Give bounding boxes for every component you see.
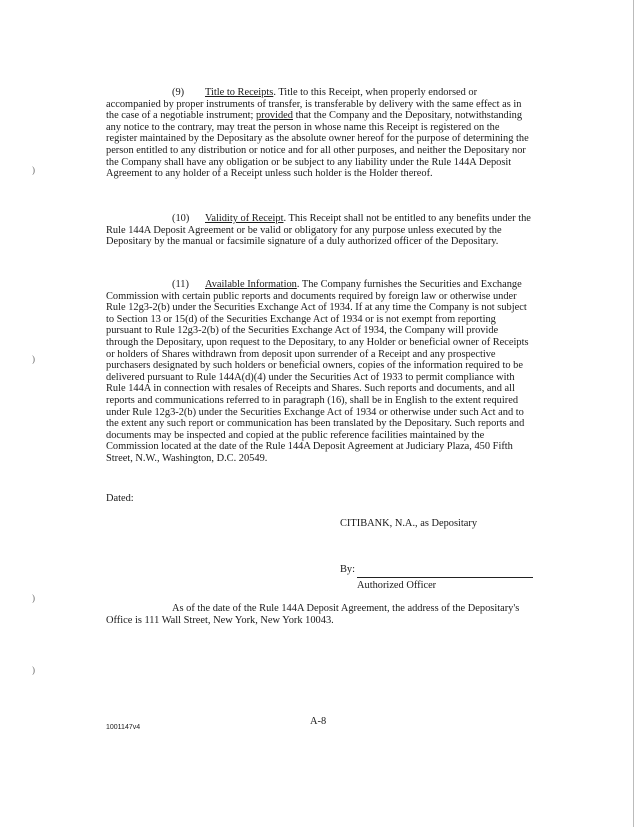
scan-edge-line	[633, 0, 634, 827]
section-10-text: . This Receipt shall not be entitled to any benefits under the Rule 144A Deposit Agreement or be valid or obligatory for any purpose unless executed by the Depositary by the manual or facsimile signature of a duly authorized officer of the Depositary.	[106, 213, 531, 248]
scan-mark: )	[32, 593, 35, 603]
by-label: By:	[340, 564, 356, 575]
scan-mark: )	[32, 665, 35, 675]
signatory-name: CITIBANK, N.A., as Depositary	[340, 518, 478, 529]
section-9-number: (9)	[172, 87, 185, 98]
section-9-paragraph	[106, 87, 532, 180]
scan-mark: )	[32, 354, 35, 364]
section-11-heading: Available Information	[205, 279, 297, 290]
scan-mark: )	[32, 165, 35, 175]
address-note-text: As of the date of the Rule 144A Deposit Agreement, the address of the Depositary's Office is 111 Wall Street, New York, New York 10043.	[106, 603, 520, 626]
section-9-heading: Title to Receipts	[205, 87, 274, 98]
officer-title: Authorized Officer	[357, 580, 437, 591]
section-11-paragraph	[106, 279, 532, 465]
section-9-text: . Title to this Receipt, when properly endorsed or accompanied by proper instruments of transfer, is transferable by delivery with the same effect as in the case of a negotiable instrument;	[106, 87, 522, 122]
section-9-emphasis: provided	[256, 110, 293, 122]
section-9-text-cont: that the Company and the Depositary, notwithstanding any notice to the contrary, may treat the person in whose name this Receipt is registered on the register maintained by the Depositary as the absolute owner hereof for the purpose of determining the person entitled to any distribution or notice and for all other purposes, and neither the Depositary nor the Company shall have any obligation or be subject to any liability under the Rule 144A Deposit Agreement to any holder of a Receipt unless such holder is the Holder thereof.	[106, 110, 529, 180]
signature-line	[357, 577, 533, 578]
page-number: A-8	[310, 716, 327, 727]
dated-label: Dated:	[106, 493, 134, 504]
section-10-number: (10)	[172, 213, 190, 224]
section-10-paragraph	[106, 213, 532, 248]
section-11-text: . The Company furnishes the Securities and Exchange Commission with certain public reports and documents required by foreign law or otherwise under Rule 12g3-2(b) under the Securities Exchange Act of 1934. If at any time the Company is not subject to Section 13 or 15(d) of the Securities Exchange Act of 1934 or is not exempt from reporting pursuant to Rule 12g3-2(b) of the Securities Exchange Act of 1934, the Company will provide through the Depositary, upon request to the Depositary, to any Holder or beneficial owner of Receipts or holders of Shares withdrawn from deposit upon surrender of a Receipt and any prospective purchasers designated by such holders or beneficial owners, copies of the information required to be delivered pursuant to Rule 144A(d)(4) under the Securities Act of 1933 to permit compliance with Rule 144A in connection with resales of Receipts and Shares. Such reports and documents, and all reports and communications referred to in paragraph (16), shall be in English to the extent required under Rule 12g3-2(b) under the Securities Exchange Act of 1934 or otherwise under such Act and to the extent any such report or communication has been translated by the Depositary. Such reports and documents may be inspected and copied at the public reference facilities maintained by the Commission located at the date of the Rule 144A Deposit Agreement at Judiciary Plaza, 450 Fifth Street, N.W., Washington, D.C. 20549.	[106, 279, 529, 464]
section-10-heading: Validity of Receipt	[205, 213, 284, 224]
section-11-number: (11)	[172, 279, 189, 290]
document-id: 1001147v4	[106, 724, 141, 731]
address-note	[106, 603, 532, 626]
